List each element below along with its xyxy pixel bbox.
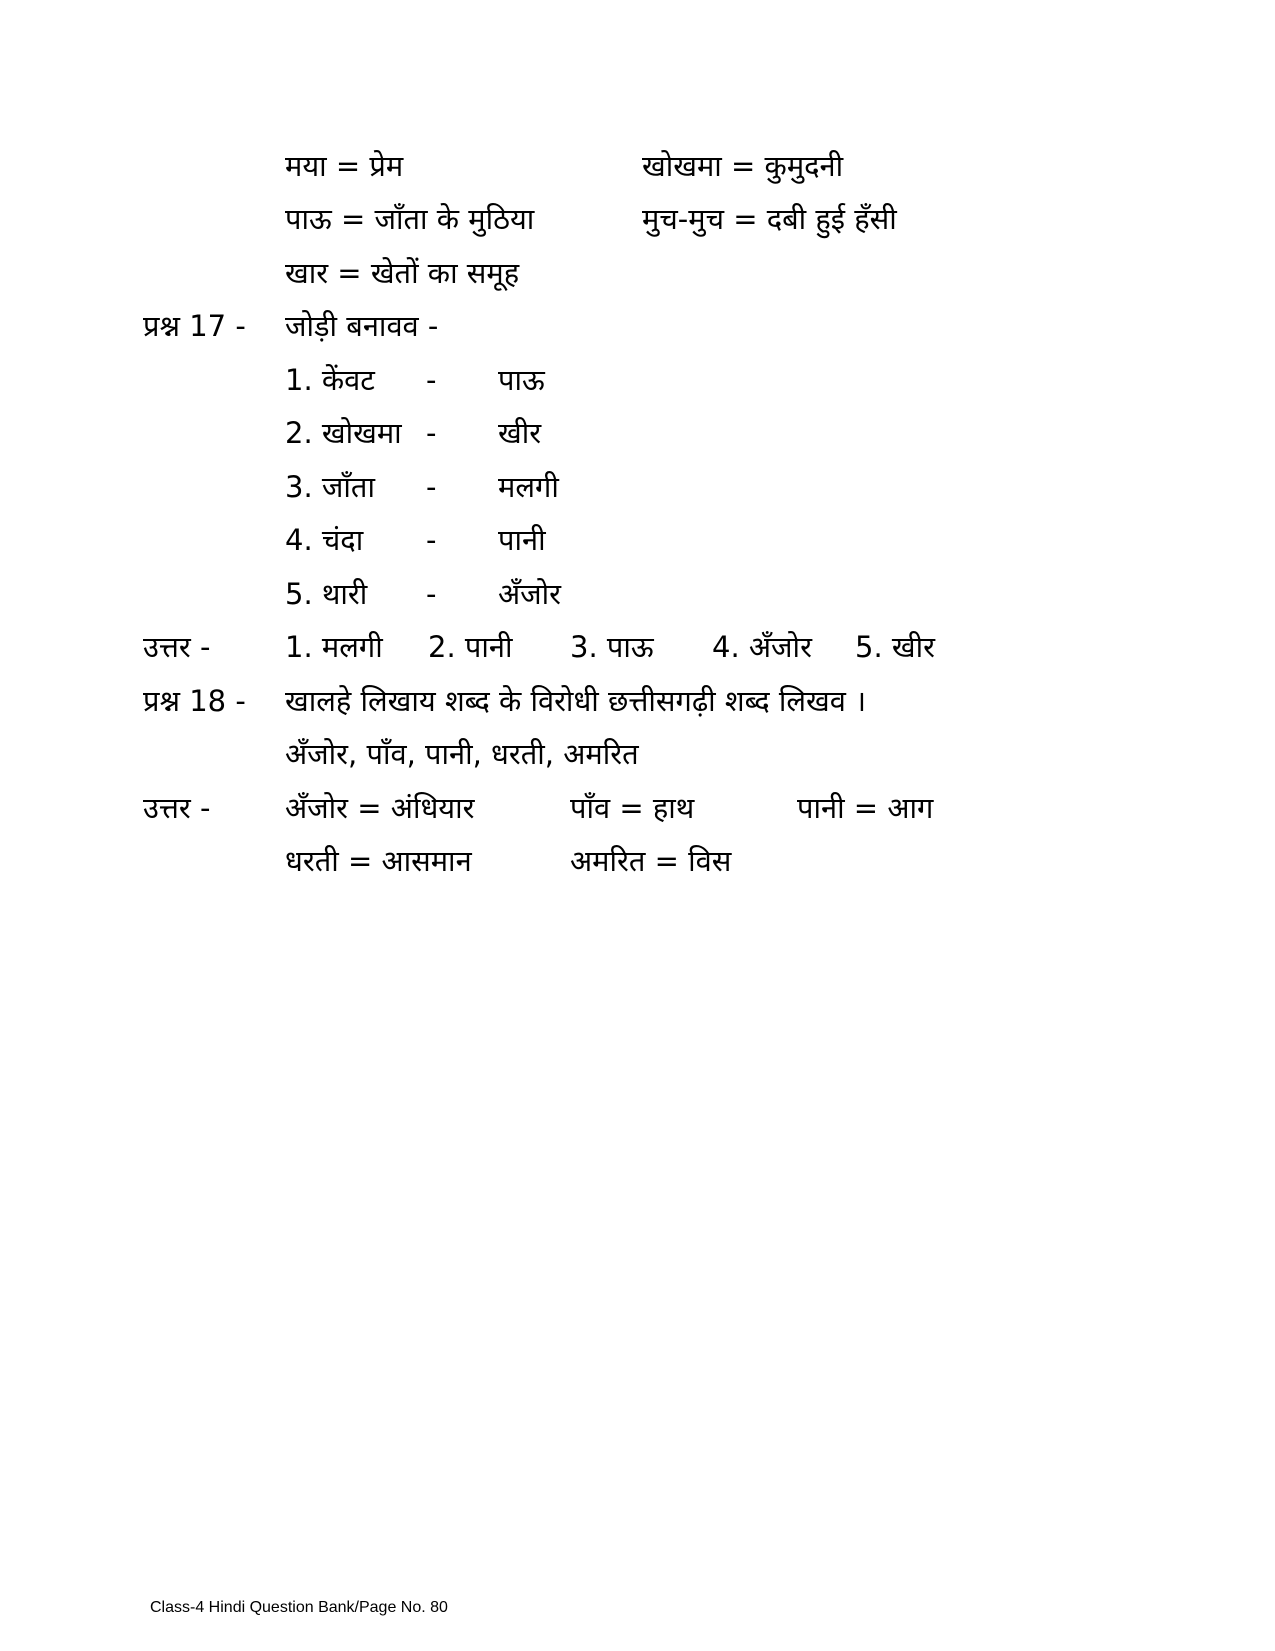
antonym-pair: धरती = आसमान xyxy=(285,844,472,878)
question-18-label: प्रश्न 18 - xyxy=(143,684,246,718)
question-18-prompt: खालहे लिखाय शब्द के विरोधी छत्तीसगढ़ी शब्द लिखव । xyxy=(285,684,867,718)
answer-17-label: उत्तर - xyxy=(143,630,211,664)
glossary-entry: खार = खेतों का समूह xyxy=(285,256,520,290)
match-right-item: पानी xyxy=(498,523,546,557)
match-left-item: 5. थारी xyxy=(285,577,368,611)
match-right-item: अँजोर xyxy=(498,577,562,611)
question-18-words: अँजोर, पाँव, पानी, धरती, अमरित xyxy=(285,737,639,771)
match-left-item: 4. चंदा xyxy=(285,523,364,557)
answer-item: 3. पाऊ xyxy=(570,630,654,664)
match-right-item: मलगी xyxy=(498,470,559,504)
match-dash: - xyxy=(426,470,437,504)
glossary-entry: मया = प्रेम xyxy=(285,149,404,183)
antonym-pair: अमरित = विस xyxy=(570,844,732,878)
glossary-entry: मुच-मुच = दबी हुई हँसी xyxy=(642,202,897,236)
page-footer: Class-4 Hindi Question Bank/Page No. 80 xyxy=(150,1599,448,1616)
question-17-prompt: जोड़ी बनावव - xyxy=(285,309,439,343)
glossary-entry: पाऊ = जाँता के मुठिया xyxy=(285,202,535,236)
antonym-pair: पानी = आग xyxy=(797,791,934,825)
answer-item: 2. पानी xyxy=(428,630,513,664)
match-dash: - xyxy=(426,523,437,557)
answer-item: 4. अँजोर xyxy=(712,630,812,664)
glossary-entry: खोखमा = कुमुदनी xyxy=(642,149,844,183)
match-dash: - xyxy=(426,363,437,397)
match-dash: - xyxy=(426,416,437,450)
match-left-item: 3. जाँता xyxy=(285,470,375,504)
answer-18-label: उत्तर - xyxy=(143,791,211,825)
match-dash: - xyxy=(426,577,437,611)
answer-item: 5. खीर xyxy=(855,630,935,664)
match-right-item: पाऊ xyxy=(498,363,545,397)
match-left-item: 1. केंवट xyxy=(285,363,375,397)
match-left-item: 2. खोखमा xyxy=(285,416,402,450)
match-right-item: खीर xyxy=(498,416,542,450)
answer-item: 1. मलगी xyxy=(285,630,383,664)
antonym-pair: अँजोर = अंधियार xyxy=(285,791,475,825)
antonym-pair: पाँव = हाथ xyxy=(570,791,695,825)
question-17-label: प्रश्न 17 - xyxy=(143,309,246,343)
